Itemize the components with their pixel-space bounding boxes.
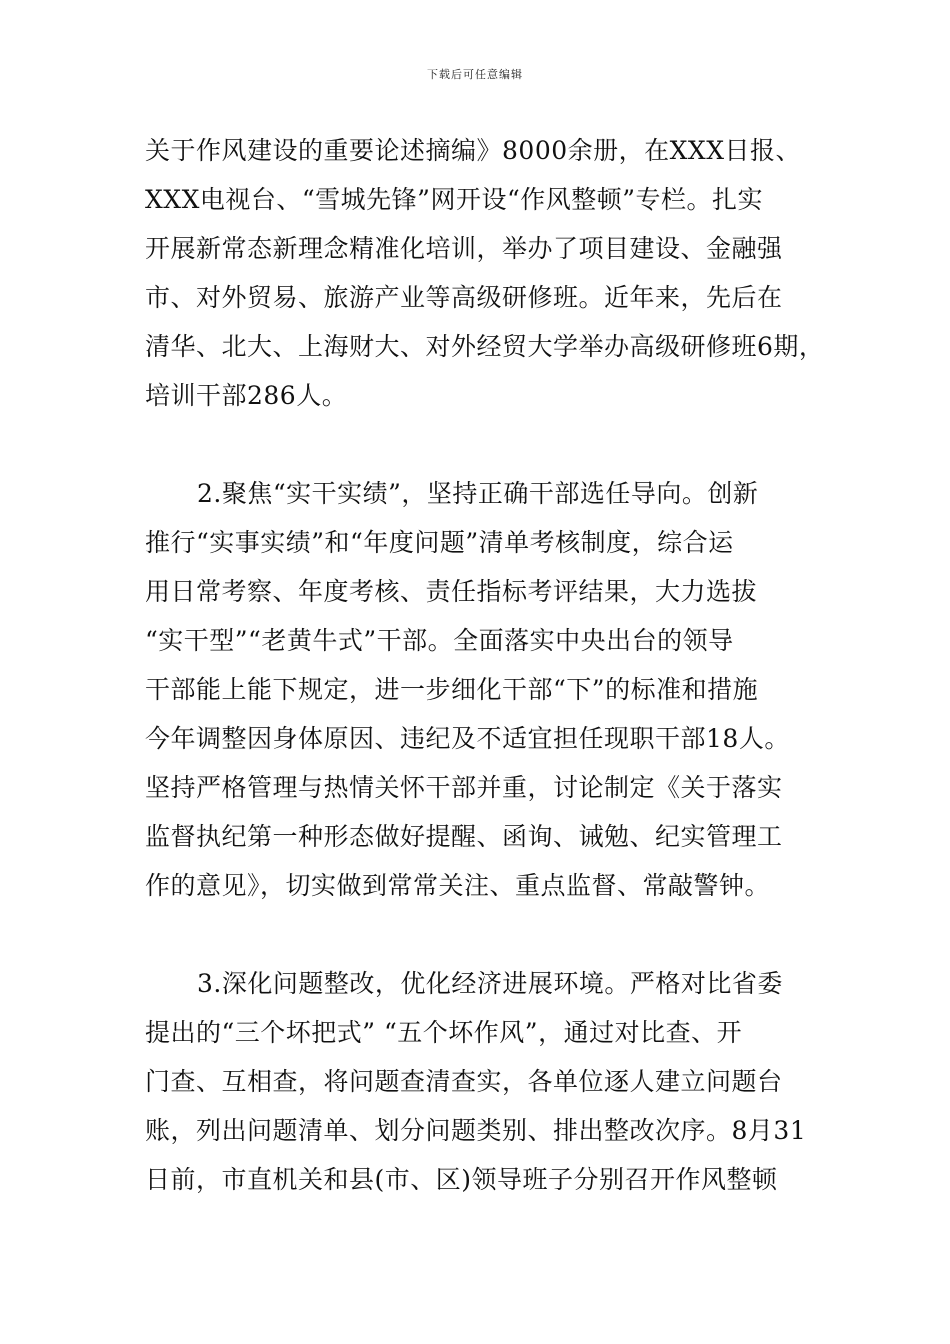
- document-body: [145, 126, 825, 1204]
- text-line: XXX电视台、“雪城先锋”网开设“作风整顿”专栏。扎实: [145, 185, 764, 214]
- text-line: “实干型”“老黄牛式”干部。全面落实中央出台的领导: [145, 626, 734, 655]
- text-line: 培训干部286人。: [145, 381, 348, 410]
- text-line: 提出的“三个坏把式” “五个坏作风”，通过对比查、开: [145, 1018, 743, 1047]
- text-line: 监督执纪第一种形态做好提醒、函询、诫勉、纪实管理工: [145, 822, 783, 851]
- text-line: 干部能上能下规定，进一步细化干部“下”的标准和措施: [145, 675, 759, 704]
- text-line: 门查、互相查，将问题查清查实，各单位逐人建立问题台: [145, 1067, 783, 1096]
- paragraph-3: [145, 959, 815, 1204]
- paragraph-spacer: [145, 420, 815, 469]
- text-line: 开展新常态新理念精准化培训，举办了项目建设、金融强: [145, 234, 783, 263]
- text-line: 市、对外贸易、旅游产业等高级研修班。近年来，先后在: [145, 283, 783, 312]
- page-header-note: 下载后可任意编辑: [427, 68, 523, 81]
- text-line: 推行“实事实绩”和“年度问题”清单考核制度，综合运: [145, 528, 734, 557]
- text-line: 关于作风建设的重要论述摘编》8000余册，在XXX日报、: [145, 136, 802, 165]
- text-line: 账，列出问题清单、划分问题类别、排出整改次序。8月31: [145, 1116, 807, 1145]
- paragraph-2: [145, 469, 815, 910]
- text-line: 今年调整因身体原因、违纪及不适宜担任现职干部18人。: [145, 724, 790, 753]
- text-line: 3.深化问题整改，优化经济进展环境。严格对比省委: [197, 969, 783, 998]
- text-line: 清华、北大、上海财大、对外经贸大学举办高级研修班6期，: [145, 332, 825, 361]
- paragraph-spacer: [145, 910, 815, 959]
- text-line: 坚持严格管理与热情关怀干部并重，讨论制定《关于落实: [145, 773, 783, 802]
- text-line: 日前，市直机关和县(市、区)领导班子分别召开作风整顿: [145, 1165, 778, 1194]
- paragraph-1: [145, 126, 825, 420]
- text-line: 用日常考察、年度考核、责任指标考评结果，大力选拔: [145, 577, 758, 606]
- text-line: 2.聚焦“实干实绩”，坚持正确干部选任导向。创新: [197, 479, 759, 508]
- text-line: 作的意见》，切实做到常常关注、重点监督、常敲警钟。: [145, 871, 771, 900]
